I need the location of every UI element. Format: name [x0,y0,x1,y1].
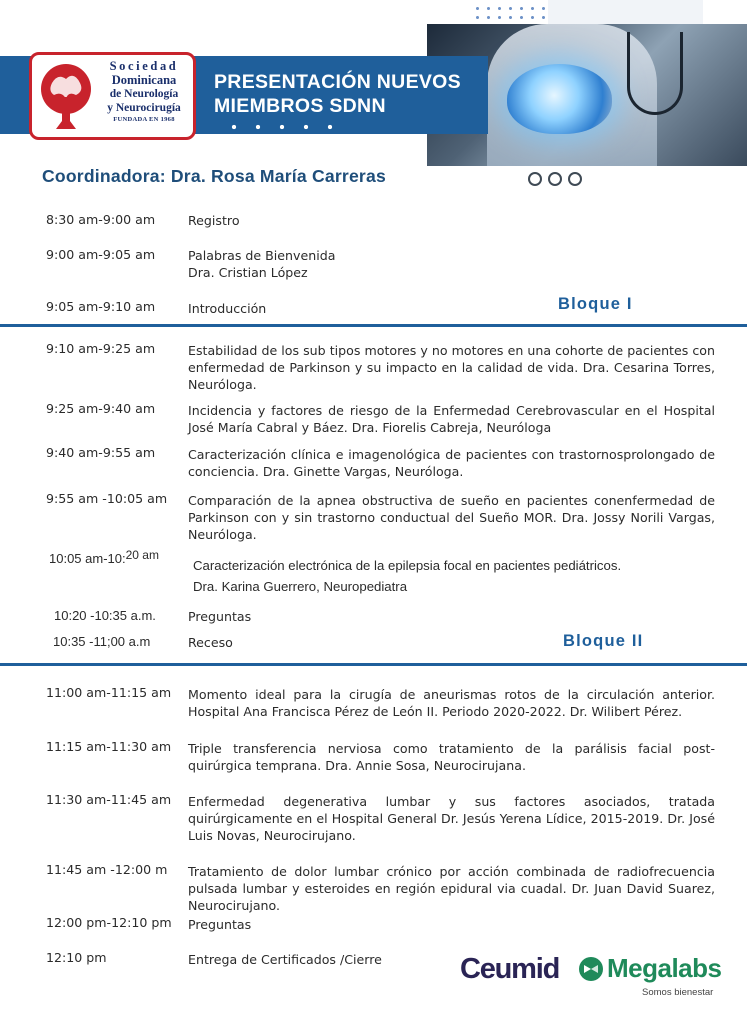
megalabs-tagline: Somos bienestar [642,987,714,998]
brain-tree-logo-icon [38,61,94,131]
logo-text [96,59,192,124]
schedule-desc-line: Dra. Cristian López [188,265,308,280]
megalabs-logo: Megalabs [607,953,722,983]
schedule-desc: Momento ideal para la cirugía de aneurismas rotos de la circulación anterior. Hospital Ana Francisca Pérez de León II. Periodo 2020-2022. Dr. Wilibert Pérez. [188,687,715,719]
glowing-brain-icon [507,64,612,134]
schedule-desc: Entrega de Certificados /Cierre [188,952,382,967]
schedule-time: 9:25 am-9:40 am [46,401,156,416]
schedule-time: 9:05 am-9:10 am [46,299,156,314]
block-divider [0,663,747,666]
circle-icon [548,172,562,186]
schedule-desc-line: Dra. Karina Guerrero, Neuropediatra [193,579,408,594]
logo-line-4: y Neurocirugía [107,102,181,114]
schedule-desc: Receso [188,635,233,650]
schedule-time-part: 20 am [125,548,159,562]
schedule-time: 10:35 -11;00 a.m [53,634,151,649]
block-label-2: Bloque II [563,632,644,650]
schedule-time: 9:40 am-9:55 am [46,445,156,460]
logo-line-2: Dominicana [111,73,177,87]
schedule-time: 11:30 am-11:45 am [46,792,172,807]
schedule-time: 11:15 am-11:30 am [46,739,172,754]
page-title [214,70,484,118]
sdnn-logo [29,52,196,140]
schedule-desc: Preguntas [188,917,252,932]
schedule-time: 10:20 -10:35 a.m. [54,608,156,623]
page-title-line1: PRESENTACIÓN NUEVOS [214,71,461,93]
ceumid-logo: Ceumid [460,953,560,985]
banner-dots [222,123,350,131]
schedule-desc: Estabilidad de los sub tipos motores y no motores en una cohorte de pacientes con enfermedad de Parkinson y su impacto en la calidad de vida. Dra. Cesarina Torres, Neuróloga. [188,343,715,392]
schedule-desc: Enfermedad degenerativa lumbar y sus factores asociados, tratada quirúrgicamente en el Hospital General Dr. Jesús Yerena Lídice, 2015-2019. Dr. José Luis Novas, Neurocirujano. [188,794,715,843]
schedule-time-part: 10:05 am-10: [49,551,126,566]
schedule-desc: Introducción [188,301,267,316]
logo-line-1: Sociedad [109,59,179,73]
schedule-desc: Caracterización clínica e imagenológica de pacientes con trastornosprolongado de conciencia. Dra. Ginette Vargas, Neuróloga. [188,447,715,479]
schedule-desc: Triple transferencia nerviosa como tratamiento de la parálisis facial post- quirúrgica temprana. Dra. Annie Sosa, Neurocirujana. [188,741,715,773]
schedule-desc [188,247,715,281]
block-label-1: Bloque I [558,295,633,313]
coordinator-heading: Coordinadora: Dra. Rosa María Carreras [42,166,386,186]
stethoscope-icon [627,32,683,115]
schedule-time: 9:55 am -10:05 am [46,491,168,506]
schedule-desc: Comparación de la apnea obstructiva de sueño en pacientes conenfermedad de Parkinson con y sin trastorno conductual del Sueño MOR. Dra. Jossy Norili Vargas, Neuróloga. [188,493,715,542]
circle-icon [568,172,582,186]
decorative-light-bar [548,0,703,24]
schedule-time: 12:00 pm-12:10 pm [46,915,172,930]
megalabs-icon [578,956,604,982]
schedule-time: 12:10 pm [46,950,107,965]
schedule-desc: Registro [188,213,240,228]
carousel-dots [528,171,590,187]
block-divider [0,324,747,327]
schedule-desc: Preguntas [188,609,252,624]
schedule-desc: Incidencia y factores de riesgo de la Enfermedad Cerebrovascular en el Hospital José María Cabral y Báez. Dra. Fiorelis Cabreja, Neuróloga [188,403,715,435]
logo-line-5: FUNDADA EN 1968 [113,116,175,123]
schedule-desc: Tratamiento de dolor lumbar crónico por acción combinada de radiofrecuencia pulsada lumbar y esteroides en región epidural via cuadal. Dr. Juan David Suarez, Neurocirujano. [188,864,715,913]
schedule-time: 11:00 am-11:15 am [46,685,172,700]
schedule-time: 9:10 am-9:25 am [46,341,156,356]
logo-line-3: de Neurología [109,88,179,100]
schedule-desc-line: Palabras de Bienvenida [188,248,336,263]
schedule-desc [193,555,720,597]
page-title-line2: MIEMBROS SDNN [214,95,386,117]
circle-icon [528,172,542,186]
schedule-time: 8:30 am-9:00 am [46,212,156,227]
schedule-desc-line: Caracterización electrónica de la epilepsia focal en pacientes pediátricos. [193,558,622,573]
schedule-time: 9:00 am-9:05 am [46,247,156,262]
schedule-time [49,548,159,566]
schedule-time: 11:45 am -12:00 m [46,862,168,877]
